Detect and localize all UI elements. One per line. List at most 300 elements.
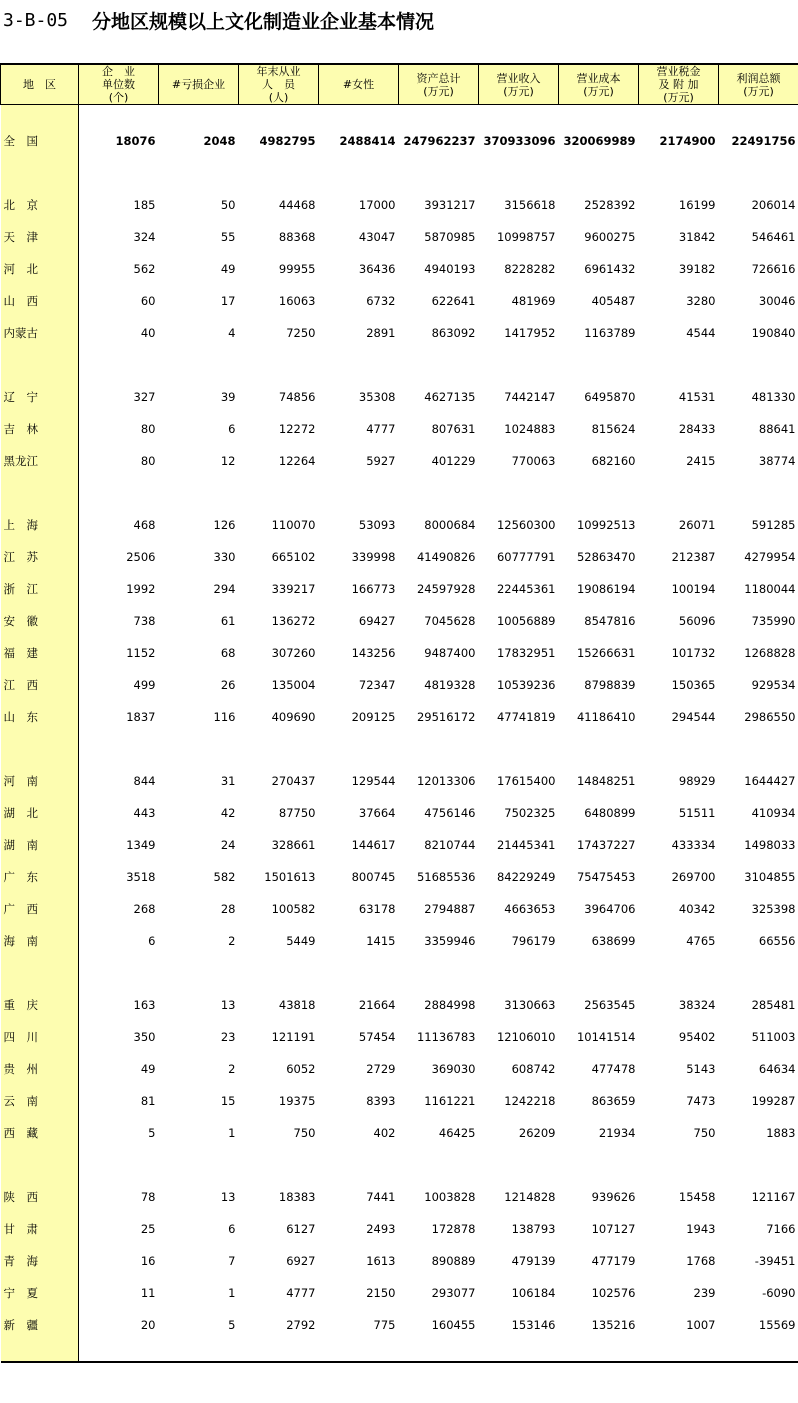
table-cell: 1152 xyxy=(126,646,156,660)
table-cell: 770063 xyxy=(511,454,556,468)
region-name: 安 徽 xyxy=(1,605,79,637)
table-cell: 16063 xyxy=(278,294,316,308)
table-cell: 2174900 xyxy=(659,134,716,148)
table-cell: 60 xyxy=(140,294,156,308)
table-cell: 3931217 xyxy=(424,198,476,212)
table-cell: 172878 xyxy=(431,1222,476,1236)
table-cell: 5 xyxy=(228,1318,236,1332)
table-cell: 3156618 xyxy=(504,198,556,212)
table-row xyxy=(1,701,798,733)
table-cell: 775 xyxy=(373,1318,396,1332)
region-name: 天 津 xyxy=(1,221,79,253)
table-cell: 53093 xyxy=(358,518,396,532)
table-cell: 1268828 xyxy=(744,646,796,660)
table-cell: 369030 xyxy=(431,1062,476,1076)
header-cost: 营业成本 (万元) xyxy=(559,64,639,105)
table-cell: 1498033 xyxy=(744,838,796,852)
region-name: 重 庆 xyxy=(1,989,79,1021)
table-cell: 2986550 xyxy=(744,710,796,724)
table-cell: 6 xyxy=(228,1222,236,1236)
table-cell: 8210744 xyxy=(424,838,476,852)
table-cell: 13 xyxy=(220,1190,236,1204)
table-cell: 4819328 xyxy=(424,678,476,692)
table-header xyxy=(1,64,798,105)
table-cell: 3104855 xyxy=(744,870,796,884)
table-cell: 307260 xyxy=(271,646,316,660)
table-row xyxy=(1,1085,798,1117)
table-cell: 88641 xyxy=(758,422,796,436)
table-cell: 1161221 xyxy=(424,1094,476,1108)
table-cell: 80 xyxy=(140,422,156,436)
table-cell: 121191 xyxy=(271,1030,316,1044)
table-cell: 339998 xyxy=(351,550,396,564)
table-row xyxy=(1,829,798,861)
table-cell: 41186410 xyxy=(576,710,636,724)
table-cell: 4777 xyxy=(366,422,396,436)
table-cell: 135004 xyxy=(271,678,316,692)
table-cell: 247962237 xyxy=(403,134,476,148)
table-cell: 410934 xyxy=(751,806,796,820)
table-row xyxy=(1,1245,798,1277)
table-cell: 7 xyxy=(228,1254,236,1268)
table-row xyxy=(1,285,798,317)
table-cell: 6 xyxy=(228,422,236,436)
table-cell: 153146 xyxy=(511,1318,556,1332)
table-cell: 562 xyxy=(133,262,156,276)
table-cell: 294 xyxy=(213,582,236,596)
table-cell: 350 xyxy=(133,1030,156,1044)
table-cell: 60777791 xyxy=(496,550,556,564)
table-cell: 52863470 xyxy=(576,550,636,564)
statistics-table xyxy=(0,63,798,1363)
table-cell: 41531 xyxy=(678,390,716,404)
table-cell: 61 xyxy=(220,614,236,628)
region-name: 湖 南 xyxy=(1,829,79,861)
table-cell: 6732 xyxy=(366,294,396,308)
region-name: 山 东 xyxy=(1,701,79,733)
table-cell: 1 xyxy=(228,1286,236,1300)
table-cell: 166773 xyxy=(351,582,396,596)
table-cell: 2528392 xyxy=(584,198,636,212)
table-cell: 370933096 xyxy=(483,134,556,148)
table-cell: 102576 xyxy=(591,1286,636,1300)
table-cell: 479139 xyxy=(511,1254,556,1268)
table-cell: 1415 xyxy=(366,934,396,948)
table-cell: 409690 xyxy=(271,710,316,724)
region-name: 江 西 xyxy=(1,669,79,701)
table-cell: 206014 xyxy=(751,198,796,212)
region-name: 福 建 xyxy=(1,637,79,669)
table-cell: 36436 xyxy=(358,262,396,276)
table-cell: 63178 xyxy=(358,902,396,916)
table-cell: 863092 xyxy=(431,326,476,340)
spacer-row xyxy=(1,1341,798,1362)
table-cell: 2488414 xyxy=(339,134,396,148)
region-name: 黑龙江 xyxy=(1,445,79,477)
table-cell: 24 xyxy=(220,838,236,852)
table-cell: 18383 xyxy=(278,1190,316,1204)
table-cell: 199287 xyxy=(751,1094,796,1108)
table-cell: 18076 xyxy=(115,134,156,148)
table-row xyxy=(1,1213,798,1245)
table-cell: 2729 xyxy=(366,1062,396,1076)
table-cell: 30046 xyxy=(758,294,796,308)
region-name: 新 疆 xyxy=(1,1309,79,1341)
table-row xyxy=(1,189,798,221)
table-cell: 2884998 xyxy=(424,998,476,1012)
table-cell: 5 xyxy=(148,1126,156,1140)
header-enterprises: 企 业 单位数 (个) xyxy=(79,64,159,105)
table-row xyxy=(1,381,798,413)
table-cell: 55 xyxy=(220,230,236,244)
table-cell: 4982795 xyxy=(259,134,316,148)
region-name: 西 藏 xyxy=(1,1117,79,1149)
region-name: 吉 林 xyxy=(1,413,79,445)
table-cell: 443 xyxy=(133,806,156,820)
table-cell: 2493 xyxy=(366,1222,396,1236)
table-cell: 110070 xyxy=(271,518,316,532)
table-cell: 143256 xyxy=(351,646,396,660)
table-cell: 10141514 xyxy=(576,1030,636,1044)
table-cell: 330 xyxy=(213,550,236,564)
table-cell: 49 xyxy=(140,1062,156,1076)
table-id: 3-B-05 xyxy=(3,9,69,31)
table-cell: 15569 xyxy=(758,1318,796,1332)
table-cell: 40 xyxy=(140,326,156,340)
table-cell: 1007 xyxy=(686,1318,716,1332)
region-name: 四 川 xyxy=(1,1021,79,1053)
table-cell: 11136783 xyxy=(416,1030,476,1044)
table-cell: 2563545 xyxy=(584,998,636,1012)
table-cell: 6 xyxy=(148,934,156,948)
table-cell: 17832951 xyxy=(496,646,556,660)
spacer-row xyxy=(1,1149,798,1181)
table-cell: 726616 xyxy=(751,262,796,276)
table-cell: 8228282 xyxy=(504,262,556,276)
header-loss: #亏损企业 xyxy=(159,64,239,105)
table-cell: 6495870 xyxy=(584,390,636,404)
table-row xyxy=(1,573,798,605)
table-row xyxy=(1,893,798,925)
table-cell: 796179 xyxy=(511,934,556,948)
table-cell: 750 xyxy=(293,1126,316,1140)
table-cell: 106184 xyxy=(511,1286,556,1300)
table-cell: 405487 xyxy=(591,294,636,308)
table-row xyxy=(1,541,798,573)
table-cell: 9600275 xyxy=(584,230,636,244)
table-cell: 7441 xyxy=(366,1190,396,1204)
region-name: 广 东 xyxy=(1,861,79,893)
table-row xyxy=(1,797,798,829)
region-name: 宁 夏 xyxy=(1,1277,79,1309)
table-cell: 1644427 xyxy=(744,774,796,788)
table-cell: 150365 xyxy=(671,678,716,692)
table-cell: 591285 xyxy=(751,518,796,532)
table-cell: 95402 xyxy=(678,1030,716,1044)
table-cell: 622641 xyxy=(431,294,476,308)
table-row xyxy=(1,509,798,541)
table-cell: 8798839 xyxy=(584,678,636,692)
table-cell: 31 xyxy=(220,774,236,788)
table-cell: 87750 xyxy=(278,806,316,820)
table-cell: 42 xyxy=(220,806,236,820)
table-cell: 190840 xyxy=(751,326,796,340)
table-cell: 1 xyxy=(228,1126,236,1140)
table-row xyxy=(1,605,798,637)
table-cell: 75475453 xyxy=(576,870,636,884)
table-cell: 99955 xyxy=(278,262,316,276)
table-cell: 1837 xyxy=(126,710,156,724)
table-cell: 23 xyxy=(220,1030,236,1044)
table-cell: 4777 xyxy=(286,1286,316,1300)
table-cell: 1501613 xyxy=(264,870,316,884)
table-cell: 239 xyxy=(693,1286,716,1300)
table-cell: 4279954 xyxy=(744,550,796,564)
table-cell: 1024883 xyxy=(504,422,556,436)
table-cell: 17437227 xyxy=(576,838,636,852)
table-cell: 39182 xyxy=(678,262,716,276)
table-cell: 10998757 xyxy=(496,230,556,244)
table-cell: 4765 xyxy=(686,934,716,948)
table-cell: 638699 xyxy=(591,934,636,948)
table-cell: 682160 xyxy=(591,454,636,468)
table-cell: 38774 xyxy=(758,454,796,468)
table-row xyxy=(1,637,798,669)
table-cell: 1003828 xyxy=(424,1190,476,1204)
table-cell: 138793 xyxy=(511,1222,556,1236)
table-cell: 26071 xyxy=(678,518,716,532)
table-cell: 6127 xyxy=(286,1222,316,1236)
header-region: 地 区 xyxy=(1,64,79,105)
table-cell: 129544 xyxy=(351,774,396,788)
table-row xyxy=(1,413,798,445)
table-cell: 144617 xyxy=(351,838,396,852)
table-cell: 15266631 xyxy=(576,646,636,660)
table-cell: 41490826 xyxy=(416,550,476,564)
table-cell: 339217 xyxy=(271,582,316,596)
table-cell: 26 xyxy=(220,678,236,692)
table-cell: 401229 xyxy=(431,454,476,468)
table-cell: 78 xyxy=(140,1190,156,1204)
table-cell: 815624 xyxy=(591,422,636,436)
table-cell: 320069989 xyxy=(563,134,636,148)
table-cell: 7442147 xyxy=(504,390,556,404)
table-cell: 844 xyxy=(133,774,156,788)
table-cell: 4756146 xyxy=(424,806,476,820)
table-cell: 136272 xyxy=(271,614,316,628)
table-cell: 12 xyxy=(220,454,236,468)
table-cell: 20 xyxy=(140,1318,156,1332)
table-cell: 477478 xyxy=(591,1062,636,1076)
table-cell: 863659 xyxy=(591,1094,636,1108)
table-cell: 1768 xyxy=(686,1254,716,1268)
table-cell: 546461 xyxy=(751,230,796,244)
table-cell: 294544 xyxy=(671,710,716,724)
table-cell: 325398 xyxy=(751,902,796,916)
table-row xyxy=(1,861,798,893)
table-cell: 433334 xyxy=(671,838,716,852)
table-cell: 17000 xyxy=(358,198,396,212)
table-cell: 5143 xyxy=(686,1062,716,1076)
table-cell: 22491756 xyxy=(731,134,796,148)
table-cell: 74856 xyxy=(278,390,316,404)
spacer-row xyxy=(1,349,798,381)
table-body xyxy=(1,105,798,1363)
table-cell: 2150 xyxy=(366,1286,396,1300)
table-cell: 7250 xyxy=(286,326,316,340)
table-cell: 10539236 xyxy=(496,678,556,692)
table-cell: 28433 xyxy=(678,422,716,436)
table-row xyxy=(1,1181,798,1213)
table-cell: 7166 xyxy=(766,1222,796,1236)
table-cell: 6052 xyxy=(286,1062,316,1076)
spacer-row xyxy=(1,733,798,765)
table-cell: 6927 xyxy=(286,1254,316,1268)
table-cell: 135216 xyxy=(591,1318,636,1332)
table-cell: 88368 xyxy=(278,230,316,244)
table-cell: 3280 xyxy=(686,294,716,308)
table-cell: 35308 xyxy=(358,390,396,404)
region-name: 河 北 xyxy=(1,253,79,285)
table-cell: 12013306 xyxy=(416,774,476,788)
table-cell: 8000684 xyxy=(424,518,476,532)
table-cell: 69427 xyxy=(358,614,396,628)
table-cell: 735990 xyxy=(751,614,796,628)
table-cell: 1417952 xyxy=(504,326,556,340)
table-row xyxy=(1,317,798,349)
table-cell: 2 xyxy=(228,1062,236,1076)
table-cell: 4940193 xyxy=(424,262,476,276)
table-cell: 84229249 xyxy=(496,870,556,884)
region-name: 内蒙古 xyxy=(1,317,79,349)
region-name: 湖 北 xyxy=(1,797,79,829)
table-cell: 8547816 xyxy=(584,614,636,628)
table-cell: 12272 xyxy=(278,422,316,436)
region-name: 广 西 xyxy=(1,893,79,925)
region-name: 陕 西 xyxy=(1,1181,79,1213)
table-cell: 68 xyxy=(220,646,236,660)
region-name: 青 海 xyxy=(1,1245,79,1277)
table-cell: 37664 xyxy=(358,806,396,820)
table-cell: 26209 xyxy=(518,1126,556,1140)
region-name: 河 南 xyxy=(1,765,79,797)
table-cell: 268 xyxy=(133,902,156,916)
table-cell: 6961432 xyxy=(584,262,636,276)
table-cell: 49 xyxy=(220,262,236,276)
table-cell: -6090 xyxy=(762,1286,796,1300)
table-cell: 929534 xyxy=(751,678,796,692)
spacer-row xyxy=(1,105,798,126)
table-cell: 15458 xyxy=(678,1190,716,1204)
table-cell: 1180044 xyxy=(744,582,796,596)
table-cell: 160455 xyxy=(431,1318,476,1332)
table-cell: 11 xyxy=(140,1286,156,1300)
table-row xyxy=(1,989,798,1021)
table-cell: 3964706 xyxy=(584,902,636,916)
table-cell: 101732 xyxy=(671,646,716,660)
table-row xyxy=(1,1117,798,1149)
table-cell: 511003 xyxy=(751,1030,796,1044)
table-cell: 5927 xyxy=(366,454,396,468)
table-cell: 100582 xyxy=(271,902,316,916)
region-name: 辽 宁 xyxy=(1,381,79,413)
table-cell: 402 xyxy=(373,1126,396,1140)
table-cell: 107127 xyxy=(591,1222,636,1236)
table-cell: 582 xyxy=(213,870,236,884)
table-cell: 50 xyxy=(220,198,236,212)
table-cell: 4 xyxy=(228,326,236,340)
table-cell: 807631 xyxy=(431,422,476,436)
table-cell: 16199 xyxy=(678,198,716,212)
header-profit: 利润总额 (万元) xyxy=(719,64,798,105)
table-cell: -39451 xyxy=(754,1254,796,1268)
table-cell: 285481 xyxy=(751,998,796,1012)
table-row xyxy=(1,1053,798,1085)
table-cell: 100194 xyxy=(671,582,716,596)
page-title: 分地区规模以上文化制造业企业基本情况 xyxy=(92,10,435,33)
table-cell: 2794887 xyxy=(424,902,476,916)
table-cell: 481330 xyxy=(751,390,796,404)
table-cell: 2 xyxy=(228,934,236,948)
table-cell: 2415 xyxy=(686,454,716,468)
table-cell: 19086194 xyxy=(576,582,636,596)
table-cell: 40342 xyxy=(678,902,716,916)
table-cell: 14848251 xyxy=(576,774,636,788)
table-cell: 29516172 xyxy=(416,710,476,724)
region-name: 江 苏 xyxy=(1,541,79,573)
table-cell: 327 xyxy=(133,390,156,404)
table-cell: 24597928 xyxy=(416,582,476,596)
region-name: 上 海 xyxy=(1,509,79,541)
table-cell: 324 xyxy=(133,230,156,244)
table-cell: 1163789 xyxy=(584,326,636,340)
table-row xyxy=(1,669,798,701)
table-cell: 5870985 xyxy=(424,230,476,244)
table-cell: 481969 xyxy=(511,294,556,308)
table-cell: 19375 xyxy=(278,1094,316,1108)
table-cell: 51685536 xyxy=(416,870,476,884)
region-name: 贵 州 xyxy=(1,1053,79,1085)
table-cell: 2891 xyxy=(366,326,396,340)
table-cell: 738 xyxy=(133,614,156,628)
table-row xyxy=(1,1277,798,1309)
table-cell: 1883 xyxy=(766,1126,796,1140)
table-cell: 2792 xyxy=(286,1318,316,1332)
table-cell: 3130663 xyxy=(504,998,556,1012)
region-name: 云 南 xyxy=(1,1085,79,1117)
table-cell: 608742 xyxy=(511,1062,556,1076)
table-cell: 7473 xyxy=(686,1094,716,1108)
table-cell: 939626 xyxy=(591,1190,636,1204)
table-cell: 499 xyxy=(133,678,156,692)
table-row xyxy=(1,221,798,253)
region-name: 海 南 xyxy=(1,925,79,957)
header-tax: 营业税金 及 附 加 (万元) xyxy=(639,64,719,105)
region-name: 山 西 xyxy=(1,285,79,317)
table-cell: 31842 xyxy=(678,230,716,244)
table-cell: 8393 xyxy=(366,1094,396,1108)
table-cell: 17 xyxy=(220,294,236,308)
table-cell: 56096 xyxy=(678,614,716,628)
table-cell: 4627135 xyxy=(424,390,476,404)
table-cell: 51511 xyxy=(678,806,716,820)
spacer-row xyxy=(1,157,798,189)
table-cell: 22445361 xyxy=(496,582,556,596)
table-cell: 16 xyxy=(140,1254,156,1268)
table-row xyxy=(1,445,798,477)
table-cell: 7502325 xyxy=(504,806,556,820)
table-cell: 800745 xyxy=(351,870,396,884)
